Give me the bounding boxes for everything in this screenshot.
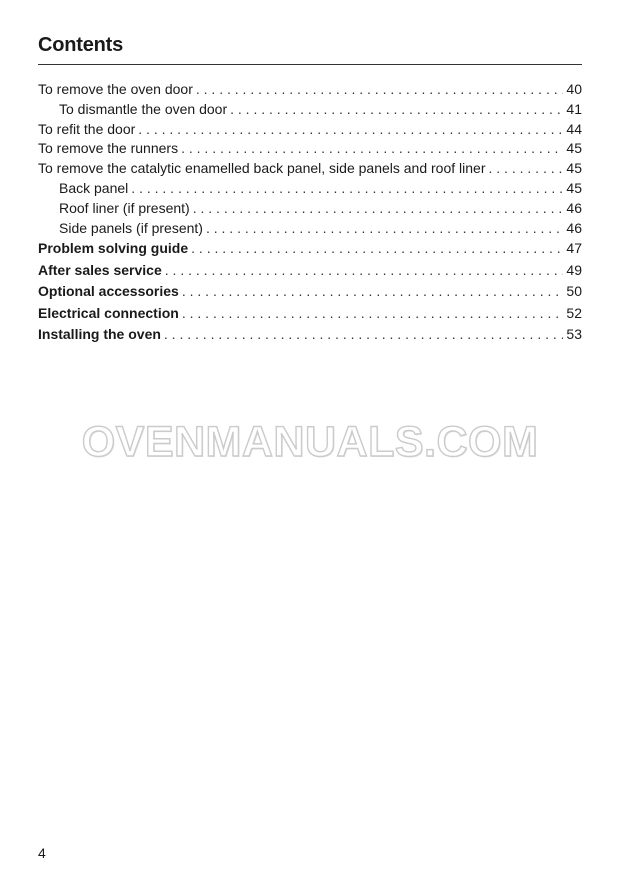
- toc-entry-page-number: 46: [566, 219, 582, 236]
- toc-entry-label: To remove the catalytic enamelled back panel, side panels and roof liner: [38, 160, 486, 177]
- toc-dot-leader: [196, 80, 563, 100]
- toc-dot-leader: [165, 260, 563, 282]
- toc-entry-label: After sales service: [38, 261, 162, 278]
- toc-dot-leader: [138, 120, 563, 140]
- toc-entry[interactable]: [38, 281, 582, 303]
- toc-entry[interactable]: [38, 159, 582, 179]
- toc-dot-leader: [181, 139, 563, 159]
- toc-entry[interactable]: [38, 219, 582, 239]
- toc-entry[interactable]: [38, 100, 582, 120]
- toc-entry-label: Electrical connection: [38, 304, 179, 321]
- toc-entry-label: To remove the runners: [38, 140, 179, 157]
- toc-dot-leader: [182, 303, 563, 325]
- toc-entry[interactable]: [38, 139, 582, 159]
- toc-entry[interactable]: [38, 260, 582, 282]
- toc-entry-page-number: 45: [566, 179, 582, 196]
- toc-entry[interactable]: [38, 199, 582, 219]
- toc-entry[interactable]: [38, 120, 582, 140]
- toc-dot-leader: [193, 199, 563, 219]
- page-number: 4: [38, 845, 46, 861]
- toc-entry-label: Installing the oven: [38, 326, 161, 343]
- toc-entry[interactable]: [38, 80, 582, 100]
- title-divider: [38, 64, 582, 65]
- watermark: OVENMANUALS.COM: [81, 418, 539, 466]
- toc-entry-page-number: 45: [566, 140, 582, 157]
- toc-dot-leader: [488, 159, 563, 179]
- toc-entry[interactable]: [38, 324, 582, 346]
- toc-dot-leader: [182, 281, 563, 303]
- toc-entry-page-number: 45: [566, 160, 582, 177]
- toc-entry-label: Side panels (if present): [59, 219, 203, 236]
- page-title: Contents: [38, 34, 124, 56]
- toc-entry-page-number: 52: [566, 304, 582, 321]
- toc-entry-page-number: 44: [566, 120, 582, 137]
- toc-entry-label: Optional accessories: [38, 283, 179, 300]
- toc-entry-page-number: 47: [566, 240, 582, 257]
- toc-entry-label: To remove the oven door: [38, 81, 193, 97]
- toc-entry-page-number: 46: [566, 199, 582, 216]
- toc-dot-leader: [230, 100, 563, 120]
- toc-entry-page-number: 50: [566, 283, 582, 300]
- toc-entry[interactable]: [38, 238, 582, 260]
- toc-dot-leader: [206, 219, 563, 239]
- toc-entry-label: Problem solving guide: [38, 240, 189, 257]
- table-of-contents: [38, 80, 582, 346]
- toc-entry-page-number: 49: [566, 261, 582, 278]
- toc-dot-leader: [191, 238, 563, 260]
- toc-entry-label: To refit the door: [38, 120, 136, 137]
- toc-entry-page-number: 40: [566, 81, 582, 97]
- toc-dot-leader: [164, 324, 563, 346]
- toc-entry-label: Roof liner (if present): [59, 199, 190, 216]
- toc-entry[interactable]: [38, 303, 582, 325]
- toc-entry-page-number: 41: [566, 100, 582, 117]
- toc-dot-leader: [131, 179, 563, 199]
- toc-entry-page-number: 53: [566, 326, 582, 343]
- toc-entry[interactable]: [38, 179, 582, 199]
- toc-entry-label: Back panel: [59, 179, 129, 196]
- toc-entry-label: To dismantle the oven door: [59, 100, 228, 117]
